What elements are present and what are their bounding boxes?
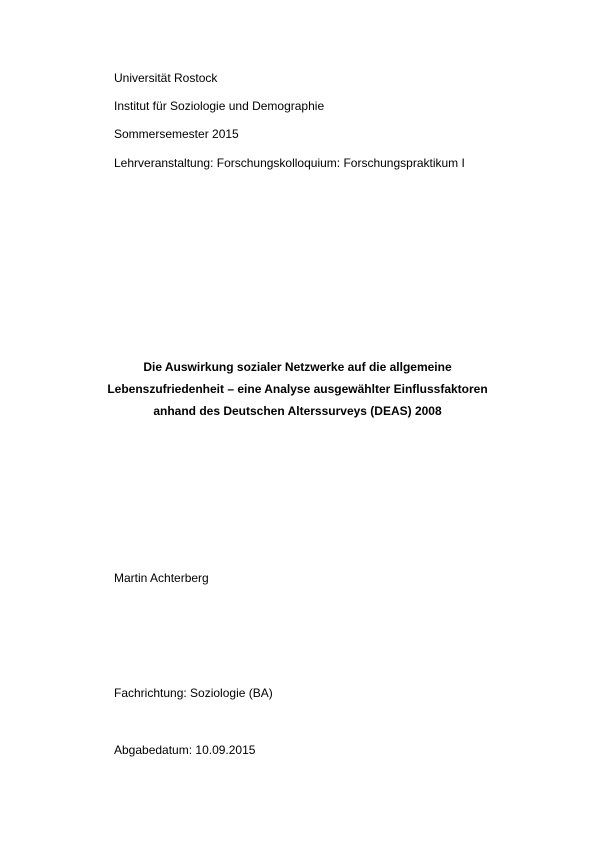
author-name: Martin Achterberg bbox=[114, 571, 209, 585]
submission-date: Abgabedatum: 10.09.2015 bbox=[114, 743, 256, 757]
thesis-title-line-2: Lebenszufriedenheit – eine Analyse ausgewählter Einflussfaktoren bbox=[107, 382, 488, 396]
course-name: Lehrveranstaltung: Forschungskolloquium: Forschungspraktikum I bbox=[114, 156, 465, 170]
thesis-title-line-3: anhand des Deutschen Alterssurveys (DEAS) 2008 bbox=[153, 404, 442, 418]
semester: Sommersemester 2015 bbox=[114, 127, 239, 141]
university-name: Universität Rostock bbox=[114, 71, 218, 85]
thesis-title-line-1: Die Auswirkung sozialer Netzwerke auf die allgemeine bbox=[143, 360, 452, 374]
field-of-study: Fachrichtung: Soziologie (BA) bbox=[114, 686, 273, 700]
thesis-title bbox=[60, 356, 535, 422]
institute-name: Institut für Soziologie und Demographie bbox=[114, 99, 325, 113]
